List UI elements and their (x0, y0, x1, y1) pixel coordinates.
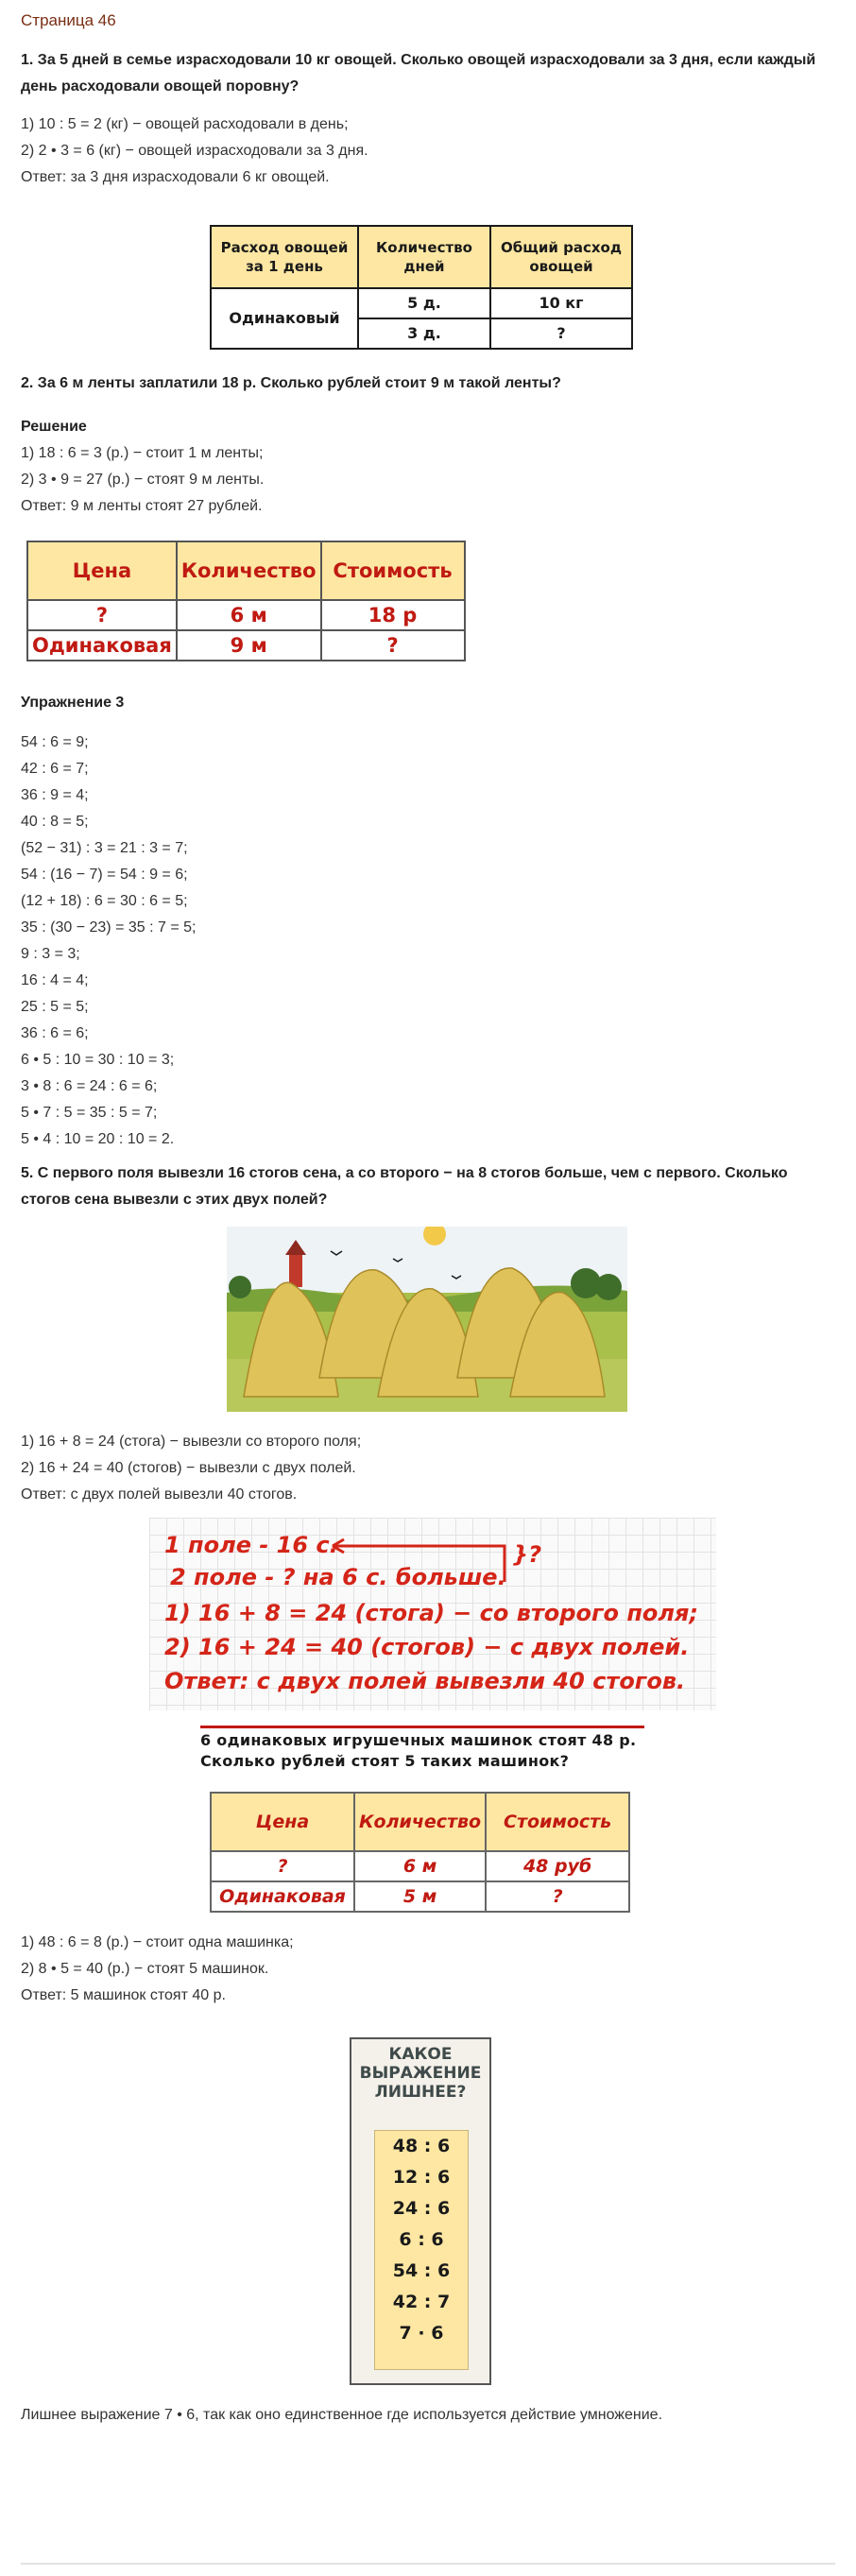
exercise3-line: 16 : 4 = 4; (21, 972, 89, 988)
task5-line-2: 2) 16 + 24 = 40 (стогов) − вывезли с двух полей. (21, 1460, 356, 1476)
toy-problem (200, 1726, 644, 1777)
task1-cell: ? (490, 318, 632, 349)
task2-cell: ? (27, 600, 177, 630)
task6-header-price: Цена (211, 1793, 354, 1851)
toy-problem-line-1: 6 одинаковых игрушечных машинок стоят 48 р. (200, 1731, 637, 1749)
task2-question: 2. За 6 м ленты заплатили 18 р. Сколько рублей стоит 9 м такой ленты? (21, 375, 561, 391)
exercise3-line: 40 : 8 = 5; (21, 814, 89, 830)
task6-cell: Одинаковая (211, 1881, 354, 1912)
task2-header-quantity: Количество (177, 541, 321, 600)
card-expression: 48 : 6 (392, 2136, 451, 2156)
task1-line-1: 1) 10 : 5 = 2 (кг) − овощей расходовали в день; (21, 116, 349, 132)
task1-header-days: Количество дней (358, 226, 490, 288)
task1-line-2: 2) 2 • 3 = 6 (кг) − овощей израсходовали за 3 дня. (21, 143, 368, 159)
task1-cell: 10 кг (490, 288, 632, 318)
toy-problem-line-2: Сколько рублей стоят 5 таких машинок? (200, 1752, 570, 1770)
card-title (351, 2045, 489, 2102)
task1-header-rate: Расход овощей за 1 день (211, 226, 358, 288)
card-title-line: ЛИШНЕЕ? (374, 2083, 467, 2102)
task6-solution (21, 1930, 835, 2009)
task5-question: 5. С первого поля вывезли 16 стогов сена, а со второго − на 8 стогов больше, чем с первого. Сколько стогов сена вывезли с этих двух полей? (21, 1165, 788, 1208)
task6-line-1: 1) 48 : 6 = 8 (р.) − стоит одна машинка; (21, 1934, 294, 1950)
card-title-line: КАКОЕ (388, 2045, 453, 2064)
exercise3-title: Упражнение 3 (21, 695, 125, 711)
note-line-step1: 1) 16 + 8 = 24 (стога) − со второго поля; (164, 1600, 698, 1626)
task1-table (210, 225, 633, 350)
exercise3-line: (52 − 31) : 3 = 21 : 3 = 7; (21, 840, 188, 856)
task2-header-price: Цена (27, 541, 177, 600)
task2-line-2: 2) 3 • 9 = 27 (р.) − стоят 9 м ленты. (21, 472, 265, 488)
exercise3-lines (21, 730, 835, 1153)
exercise3-line: 36 : 9 = 4; (21, 787, 89, 803)
task1-solution (21, 112, 835, 191)
task2-cell: 6 м (177, 600, 321, 630)
card-expression: 54 : 6 (392, 2260, 451, 2281)
task5-handwritten-note (149, 1518, 716, 1710)
task2-solution (21, 440, 835, 520)
card-expression-list (374, 2130, 469, 2370)
task1-cell: 3 д. (358, 318, 490, 349)
task2-header-cost: Стоимость (321, 541, 465, 600)
card-expression: 24 : 6 (392, 2198, 451, 2219)
task1-line-3: Ответ: за 3 дня израсходовали 6 кг овощей. (21, 169, 330, 185)
haystacks-illustration (227, 1227, 627, 1412)
task1-merged-cell: Одинаковый (211, 288, 358, 349)
task5-solution (21, 1429, 835, 1508)
card-expression: 12 : 6 (392, 2167, 451, 2188)
task6-line-3: Ответ: 5 машинок стоят 40 р. (21, 1987, 226, 2003)
conclusion: Лишнее выражение 7 • 6, так как оно единственное где используется действие умножение. (21, 2407, 663, 2423)
task2-cell: 18 р (321, 600, 465, 630)
exercise3-line: 5 • 7 : 5 = 35 : 5 = 7; (21, 1105, 158, 1121)
task6-header-quantity: Количество (354, 1793, 486, 1851)
task6-cell: ? (211, 1851, 354, 1881)
exercise3-line: 6 • 5 : 10 = 30 : 10 = 3; (21, 1052, 175, 1068)
card-expression: 6 : 6 (399, 2229, 444, 2250)
task5-line-1: 1) 16 + 8 = 24 (стога) − вывезли со второго поля; (21, 1434, 362, 1450)
exercise3-line: 36 : 6 = 6; (21, 1025, 89, 1041)
task1-question: 1. За 5 дней в семье израсходовали 10 кг овощей. Сколько овощей израсходовали за 3 дня, если каждый день расходовали овощей поровну? (21, 52, 816, 94)
task6-header-cost: Стоимость (486, 1793, 629, 1851)
exercise3-line: 54 : (16 − 7) = 54 : 9 = 6; (21, 867, 188, 883)
footer-divider (21, 2563, 835, 2565)
note-line-field1: 1 поле - 16 с. (164, 1532, 338, 1558)
task1-cell: 5 д. (358, 288, 490, 318)
task6-cell: 48 руб (486, 1851, 629, 1881)
task2-solution-label: Решение (21, 419, 87, 435)
task2-line-3: Ответ: 9 м ленты стоят 27 рублей. (21, 498, 263, 514)
exercise3-line: 42 : 6 = 7; (21, 761, 89, 777)
note-line-field2: 2 поле - ? на 6 с. больше. (170, 1564, 506, 1590)
exercise3-line: 3 • 8 : 6 = 24 : 6 = 6; (21, 1078, 158, 1094)
task2-cell: Одинаковая (27, 630, 177, 661)
exercise3-line: 54 : 6 = 9; (21, 734, 89, 750)
note-line-step2: 2) 16 + 24 = 40 (стогов) − с двух полей. (164, 1634, 690, 1660)
card-expression: 7 · 6 (399, 2323, 444, 2344)
exercise3-line: 5 • 4 : 10 = 20 : 10 = 2. (21, 1131, 175, 1147)
exercise3-line: (12 + 18) : 6 = 30 : 6 = 5; (21, 893, 188, 909)
task2-cell: 9 м (177, 630, 321, 661)
task6-table (210, 1792, 630, 1913)
task6-cell: ? (486, 1881, 629, 1912)
task2-cell: ? (321, 630, 465, 661)
task2-line-1: 1) 18 : 6 = 3 (р.) − стоит 1 м ленты; (21, 445, 264, 461)
task6-line-2: 2) 8 • 5 = 40 (р.) − стоят 5 машинок. (21, 1961, 269, 1977)
note-line-answer: Ответ: с двух полей вывезли 40 стогов. (164, 1668, 686, 1694)
task6-cell: 6 м (354, 1851, 486, 1881)
page-heading: Страница 46 (21, 11, 116, 29)
task6-cell: 5 м (354, 1881, 486, 1912)
task1-header-total: Общий расход овощей (490, 226, 632, 288)
odd-expression-card (350, 2037, 491, 2385)
task2-table (26, 541, 466, 661)
task5-line-3: Ответ: с двух полей вывезли 40 стогов. (21, 1486, 298, 1503)
exercise3-line: 9 : 3 = 3; (21, 946, 80, 962)
note-brace-question: }? (512, 1541, 542, 1568)
card-title-line: ВЫРАЖЕНИЕ (359, 2064, 482, 2083)
exercise3-line: 35 : (30 − 23) = 35 : 7 = 5; (21, 919, 197, 936)
exercise3-line: 25 : 5 = 5; (21, 999, 89, 1015)
card-expression: 42 : 7 (392, 2292, 451, 2312)
